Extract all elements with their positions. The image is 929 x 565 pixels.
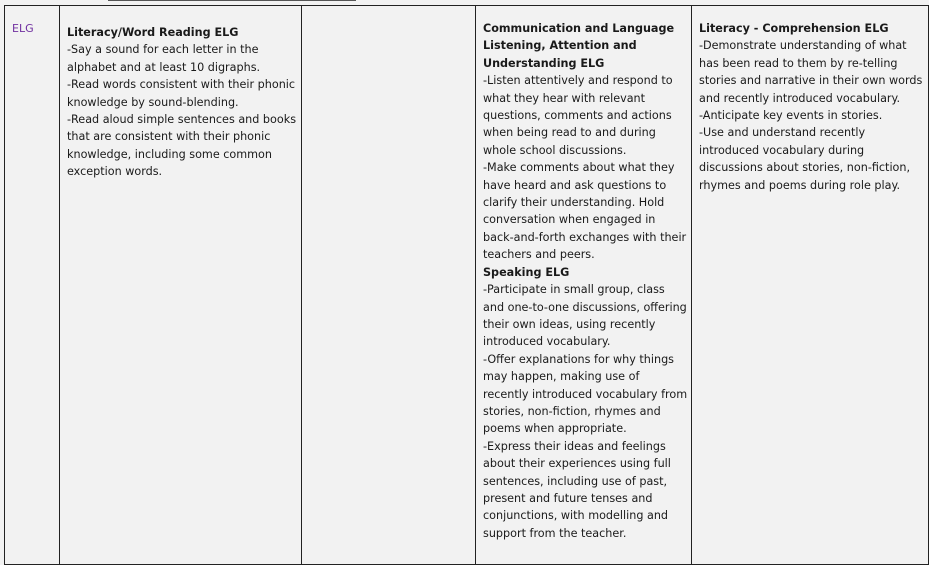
speaking-item: -Express their ideas and feelings about their experiences using full sentences, including use of past, present and future tenses and conjunctions, with modelling and support from the teacher. (483, 439, 671, 540)
listening-item: -Listen attentively and respond to what they hear with relevant questions, comments and actions when being read to and during whole school discussions. (483, 74, 673, 157)
comprehension-item: -Anticipate key events in stories. (699, 109, 883, 123)
speaking-item: -Participate in small group, class and one-to-one discussions, offering their own ideas, using recently introduced vocabulary. (483, 283, 687, 349)
top-rule (108, 0, 356, 1)
speaking-heading: Speaking ELG (483, 265, 570, 279)
word-reading-heading: Literacy/Word Reading ELG (67, 26, 239, 39)
word-reading-item: -Read aloud simple sentences and books that are consistent with their phonic knowledge, including some common exception words. (67, 113, 297, 179)
word-reading-item: -Read words consistent with their phonic knowledge by sound-blending. (67, 78, 296, 109)
speaking-item: -Offer explanations for why things may happen, making use of recently introduced vocabulary from stories, non-fiction, rhymes and poems when appropriate. (483, 352, 688, 436)
listening-item: -Make comments about what they have heard and ask questions to clarify their understanding. Hold conversation when engaged in back-and-forth exchanges with their teachers and peers. (483, 161, 687, 262)
word-reading-item: -Say a sound for each letter in the alphabet and at least 10 digraphs. (67, 43, 261, 74)
row-label-cell (5, 6, 60, 565)
communication-language-cell (476, 6, 692, 565)
comprehension-cell (692, 6, 929, 565)
comprehension-item: -Use and understand recently introduced vocabulary during discussions about stories, non-fiction, rhymes and poems during role play. (699, 126, 911, 192)
listening-heading: Communication and Language Listening, Attention and Understanding ELG (483, 22, 675, 70)
comprehension-item: -Demonstrate understanding of what has been read to them by re-telling stories and narrative in their own words and recently introduced vocabulary. (699, 39, 923, 105)
empty-cell (302, 6, 476, 565)
table-row (5, 6, 929, 565)
comprehension-heading: Literacy - Comprehension ELG (699, 22, 889, 35)
word-reading-cell (60, 6, 302, 565)
row-label: ELG (12, 22, 34, 35)
elg-table (4, 5, 929, 565)
